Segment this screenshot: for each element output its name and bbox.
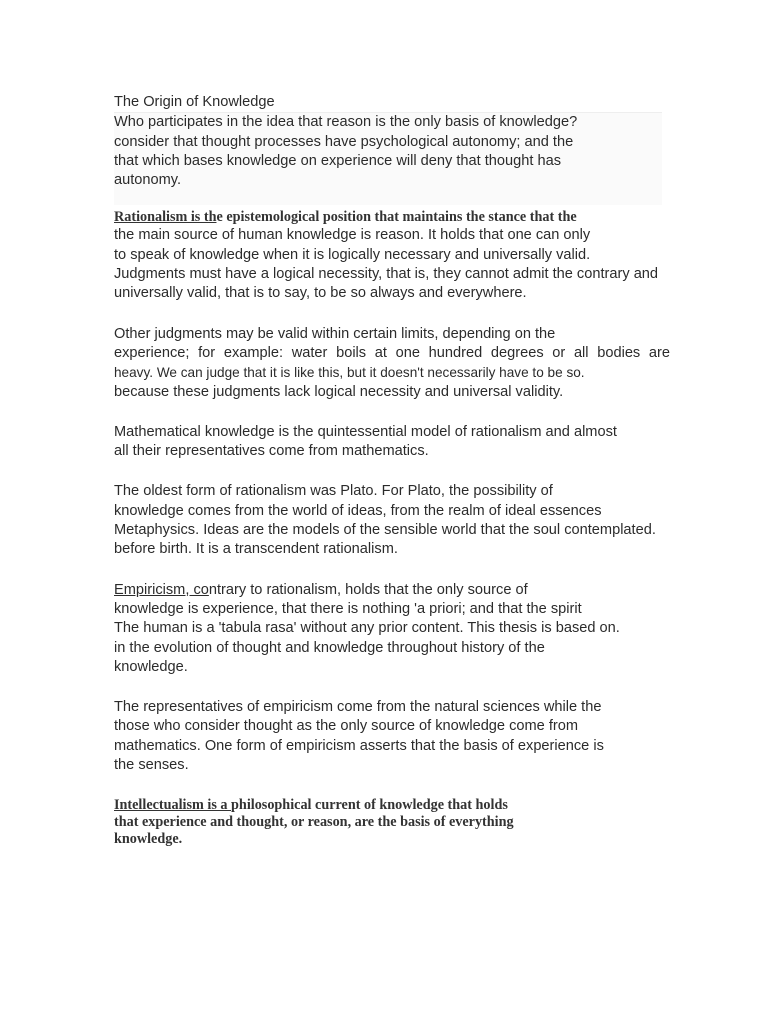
mathematical-line: Mathematical knowledge is the quintessential model of rationalism and almost bbox=[114, 423, 617, 440]
rationalism-term: Rationalism is th bbox=[114, 209, 217, 226]
intellectualism-term: Intellectualism is a bbox=[114, 797, 232, 814]
empiricism-term: Empiricism, co bbox=[114, 581, 209, 598]
plato-line: knowledge comes from the world of ideas, from the realm of ideal essences bbox=[114, 502, 602, 519]
intro-paragraph bbox=[114, 112, 662, 205]
empiricism-line: The human is a 'tabula rasa' without any prior content. This thesis is based on. bbox=[114, 620, 620, 637]
document-body bbox=[114, 93, 674, 848]
intro-line: Who participates in the idea that reason is the only basis of knowledge? bbox=[114, 114, 578, 131]
empiricism-line: in the evolution of thought and knowledge throughout history of the bbox=[114, 639, 545, 656]
plato-line: The oldest form of rationalism was Plato. For Plato, the possibility of bbox=[114, 483, 553, 500]
representatives-line: those who consider thought as the only source of knowledge come from bbox=[114, 718, 579, 735]
other-judgments-line: experience; for example: water boils at one hundred degrees or all bodies are bbox=[114, 344, 670, 361]
other-judgments-paragraph bbox=[114, 325, 674, 402]
representatives-line: mathematics. One form of empiricism asserts that the basis of experience is bbox=[114, 737, 604, 754]
empiricism-heading-rest: ntrary to rationalism, holds that the only source of bbox=[208, 581, 528, 598]
rationalism-heading-line bbox=[114, 209, 674, 226]
representatives-paragraph bbox=[114, 698, 674, 775]
representatives-line: the senses. bbox=[114, 757, 189, 774]
empiricism-line: knowledge is experience, that there is nothing 'a priori; and that the spirit bbox=[114, 600, 582, 617]
intro-line: consider that thought processes have psychological autonomy; and the bbox=[114, 133, 574, 150]
mathematical-line: all their representatives come from mathematics. bbox=[114, 443, 429, 460]
rationalism-line: universally valid, that is to say, to be so always and everywhere. bbox=[114, 285, 527, 302]
other-judgments-line: Other judgments may be valid within certain limits, depending on the bbox=[114, 325, 556, 342]
intellectualism-paragraph bbox=[114, 797, 674, 848]
intellectualism-line: knowledge. bbox=[114, 831, 183, 848]
plato-line: Metaphysics. Ideas are the models of the sensible world that the soul contemplated. bbox=[114, 522, 656, 539]
plato-line: before birth. It is a transcendent rationalism. bbox=[114, 541, 398, 558]
intellectualism-heading-rest: philosophical current of knowledge that holds bbox=[231, 797, 508, 814]
document-title: The Origin of Knowledge bbox=[114, 94, 275, 110]
intellectualism-line: that experience and thought, or reason, are the basis of everything bbox=[114, 814, 514, 831]
empiricism-line: knowledge. bbox=[114, 658, 188, 675]
rationalism-line: to speak of knowledge when it is logically necessary and universally valid. bbox=[114, 246, 591, 263]
rationalism-paragraph bbox=[114, 209, 674, 303]
empiricism-heading-line bbox=[114, 581, 674, 600]
plato-paragraph bbox=[114, 482, 674, 559]
intro-line: that which bases knowledge on experience will deny that thought has bbox=[114, 152, 562, 169]
rationalism-line: the main source of human knowledge is reason. It holds that one can only bbox=[114, 227, 591, 244]
other-judgments-line: because these judgments lack logical necessity and universal validity. bbox=[114, 383, 564, 400]
rationalism-line: Judgments must have a logical necessity, that is, they cannot admit the contrary and bbox=[114, 266, 659, 283]
mathematical-paragraph bbox=[114, 423, 674, 462]
representatives-line: The representatives of empiricism come from the natural sciences while the bbox=[114, 699, 602, 716]
empiricism-paragraph bbox=[114, 581, 674, 677]
rationalism-heading-rest: e epistemological position that maintains the stance that the bbox=[216, 209, 577, 226]
intellectualism-heading-line bbox=[114, 797, 674, 814]
intro-line: autonomy. bbox=[114, 172, 182, 189]
other-judgments-line: heavy. We can judge that it is like this, but it doesn't necessarily have to be so. bbox=[114, 365, 585, 381]
